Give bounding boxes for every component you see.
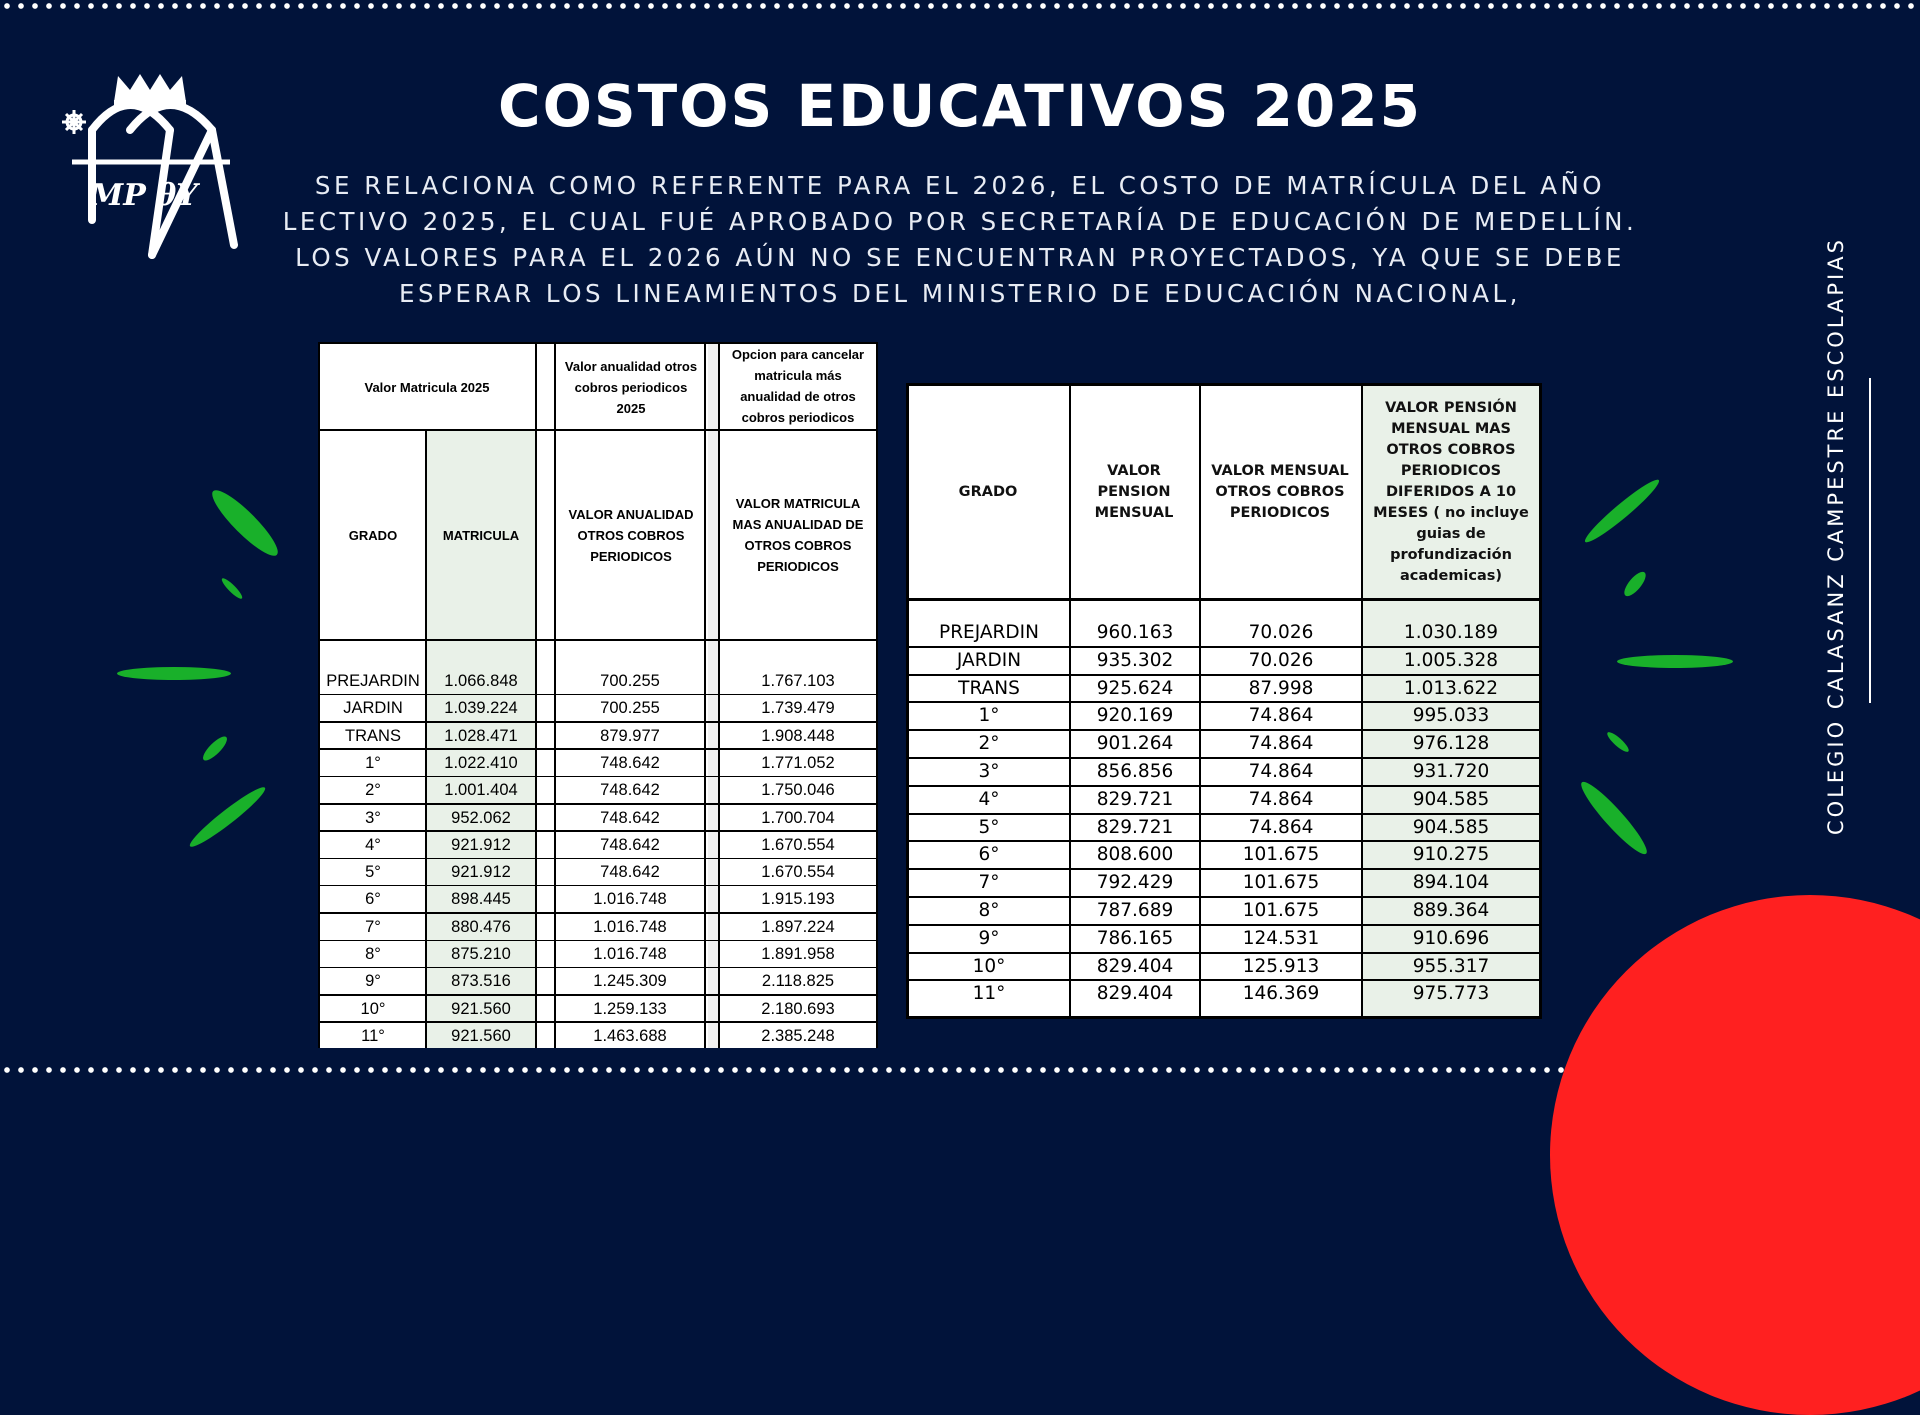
cell-pension: 960.163 — [1096, 622, 1174, 643]
cell-anualidad: 748.642 — [600, 781, 660, 800]
cell-pension: 808.600 — [1096, 844, 1174, 866]
column-header-grado: GRADO — [958, 483, 1018, 500]
cell-otros: 101.675 — [1242, 900, 1320, 921]
cell-grado: 4° — [978, 788, 1000, 810]
matricula-table — [318, 342, 878, 1048]
cell-otros: 125.913 — [1242, 955, 1320, 977]
cell-grado: 3° — [978, 761, 1000, 782]
table-border — [1361, 383, 1363, 1019]
cell-anualidad: 1.463.688 — [593, 1026, 667, 1045]
green-spark-decoration — [205, 483, 284, 562]
cell-grado: JARDIN — [343, 699, 403, 718]
cell-grado: 7° — [978, 872, 1000, 894]
cell-grado: 5° — [978, 816, 1000, 838]
cell-otros: 124.531 — [1242, 927, 1320, 949]
cell-grado: 9° — [365, 972, 381, 991]
column-header-anualidad: VALOR ANUALIDAD OTROS COBROS PERIODICOS — [568, 506, 694, 564]
cell-total: 1.915.193 — [761, 890, 835, 909]
table-border — [906, 383, 909, 1019]
cell-otros: 70.026 — [1248, 649, 1314, 671]
table-border — [876, 342, 878, 1048]
green-spark-decoration — [220, 576, 245, 601]
cell-otros: 74.864 — [1248, 705, 1314, 727]
cell-otros: 146.369 — [1242, 983, 1320, 1005]
cell-grado: 2° — [978, 733, 1000, 755]
table-border — [425, 430, 427, 1048]
cell-pension: 829.404 — [1096, 983, 1174, 1005]
header-opcion-cancelar: Opcion para cancelar matricula más anualidad de otros cobros periodicos — [731, 347, 865, 425]
table-row — [318, 940, 878, 967]
cell-matricula: 921.560 — [451, 999, 511, 1018]
cell-pension: 786.165 — [1096, 927, 1174, 949]
cell-otros: 74.864 — [1248, 761, 1314, 782]
cell-grado: 11° — [972, 983, 1006, 1005]
cell-total: 2.385.248 — [761, 1026, 835, 1045]
table-border — [318, 429, 878, 431]
cell-total: 904.585 — [1412, 816, 1490, 838]
cell-total: 1.897.224 — [761, 917, 835, 936]
table-row — [318, 776, 878, 803]
cell-total: 1.767.103 — [761, 672, 835, 690]
cell-matricula: 921.912 — [451, 863, 511, 882]
column-header-matricula: MATRICULA — [442, 527, 520, 543]
page-subtitle — [250, 168, 1670, 312]
cell-total: 1.739.479 — [761, 699, 835, 718]
table-row — [318, 831, 878, 858]
column-header-pension: VALOR PENSION MENSUAL — [1094, 462, 1174, 521]
cell-total: 910.696 — [1412, 927, 1490, 949]
cell-grado: 8° — [978, 900, 1000, 921]
cell-total: 910.275 — [1412, 844, 1490, 866]
cell-total: 1.670.554 — [761, 863, 835, 882]
cell-grado: 7° — [365, 917, 381, 936]
green-spark-decoration — [1621, 569, 1649, 600]
cell-pension: 792.429 — [1096, 872, 1174, 894]
school-logo — [62, 70, 242, 260]
table-row — [318, 885, 878, 912]
cell-anualidad: 700.255 — [600, 699, 660, 718]
cell-grado: 8° — [365, 945, 381, 963]
cell-pension: 787.689 — [1096, 900, 1174, 921]
cell-anualidad: 1.016.748 — [593, 945, 667, 963]
cell-anualidad: 1.245.309 — [593, 972, 667, 991]
cell-anualidad: 748.642 — [600, 835, 660, 854]
red-circle-decoration — [1550, 895, 1920, 1415]
table-row — [318, 1022, 878, 1049]
cell-total: 1.750.046 — [761, 781, 835, 800]
table-border — [1199, 383, 1201, 1019]
cell-grado: 4° — [365, 835, 381, 854]
cell-otros: 74.864 — [1248, 816, 1314, 838]
table-border — [906, 1016, 1542, 1019]
cell-grado: TRANS — [345, 726, 401, 745]
cell-grado: JARDIN — [956, 649, 1022, 671]
subtitle-line: LECTIVO 2025, EL CUAL FUÉ APROBADO POR SECRETARÍA DE EDUCACIÓN DE MEDELLÍN. — [282, 207, 1638, 236]
cell-matricula: 921.560 — [451, 1026, 511, 1045]
cell-total: 2.118.825 — [761, 972, 835, 991]
cell-pension: 935.302 — [1096, 649, 1174, 671]
cell-anualidad: 700.255 — [600, 672, 660, 690]
cell-total: 976.128 — [1412, 733, 1490, 755]
cell-grado: 10° — [360, 999, 386, 1018]
cell-total: 904.585 — [1412, 788, 1490, 810]
top-dotted-border — [0, 2, 1920, 10]
cell-anualidad: 879.977 — [600, 726, 660, 745]
cell-grado: PREJARDIN — [939, 622, 1039, 643]
cell-total: 1.030.189 — [1403, 622, 1499, 643]
school-name-vertical: COLEGIO CALASANZ CAMPESTRE ESCOLAPIAS — [1824, 237, 1848, 835]
table-row — [318, 913, 878, 940]
cell-grado: 9° — [978, 927, 1000, 949]
cell-anualidad: 748.642 — [600, 753, 660, 772]
green-spark-decoration — [117, 667, 231, 680]
cell-otros: 101.675 — [1242, 872, 1320, 894]
table-row — [318, 995, 878, 1022]
cell-total: 1.908.448 — [761, 726, 835, 745]
table-border — [1539, 383, 1542, 1019]
cell-grado: 6° — [365, 890, 381, 909]
cell-total: 1.013.622 — [1403, 677, 1499, 699]
cell-otros: 70.026 — [1248, 622, 1314, 643]
table-row — [318, 858, 878, 885]
cell-grado: PREJARDIN — [326, 672, 420, 690]
table-row — [318, 967, 878, 994]
cell-grado: 3° — [365, 808, 381, 827]
cell-matricula: 921.912 — [451, 835, 511, 854]
cell-matricula: 875.210 — [451, 945, 511, 963]
table-border — [318, 342, 878, 344]
cell-total: 1.891.958 — [761, 945, 835, 963]
table-border — [704, 342, 706, 1048]
vertical-divider — [1869, 378, 1871, 703]
header-valor-anualidad: Valor anualidad otros cobros periodicos 2025 — [564, 358, 698, 416]
table-border — [554, 342, 556, 1048]
cell-otros: 101.675 — [1242, 844, 1320, 866]
header-valor-matricula: Valor Matricula 2025 — [364, 379, 490, 395]
pension-table — [906, 383, 1542, 1019]
cell-pension: 829.721 — [1096, 788, 1174, 810]
cell-otros: 74.864 — [1248, 733, 1314, 755]
cell-grado: TRANS — [958, 677, 1020, 699]
subtitle-line: LOS VALORES PARA EL 2026 AÚN NO SE ENCUENTRAN PROYECTADOS, YA QUE SE DEBE — [295, 243, 1625, 272]
cell-matricula: 1.022.410 — [444, 753, 518, 772]
cell-total: 1.670.554 — [761, 835, 835, 854]
cell-matricula: 1.039.224 — [444, 699, 518, 718]
cell-total: 955.317 — [1412, 955, 1490, 977]
cell-matricula: 1.066.848 — [444, 672, 518, 690]
cell-total: 1.005.328 — [1403, 649, 1499, 671]
cell-total: 2.180.693 — [761, 999, 835, 1018]
column-header-otros: VALOR MENSUAL OTROS COBROS PERIODICOS — [1211, 462, 1349, 521]
logo-text: MP θY — [90, 178, 198, 213]
cell-pension: 829.721 — [1096, 816, 1174, 838]
cell-matricula: 873.516 — [451, 972, 511, 991]
green-spark-decoration — [186, 782, 269, 852]
cell-total: 894.104 — [1412, 872, 1490, 894]
cell-grado: 1° — [365, 753, 381, 772]
table-row — [318, 722, 878, 749]
table-row — [318, 694, 878, 721]
column-header-total: VALOR PENSIÓN MENSUAL MAS OTROS COBROS PERIODICOS DIFERIDOS A 10 MESES ( no incluye guias de profundización academicas) — [1373, 399, 1529, 584]
cell-matricula: 1.028.471 — [444, 726, 518, 745]
column-header-total: VALOR MATRICULA MAS ANUALIDAD DE OTROS COBROS PERIODICOS — [732, 496, 864, 574]
cell-otros: 87.998 — [1248, 677, 1314, 699]
subtitle-line: ESPERAR LOS LINEAMIENTOS DEL MINISTERIO DE EDUCACIÓN NACIONAL, — [399, 279, 1521, 308]
cell-total: 995.033 — [1412, 705, 1490, 727]
cell-pension: 920.169 — [1096, 705, 1174, 727]
cell-grado: 11° — [361, 1026, 385, 1045]
green-spark-decoration — [1575, 776, 1653, 859]
cell-total: 889.364 — [1412, 900, 1490, 921]
column-header-grado: GRADO — [348, 527, 398, 543]
cell-matricula: 952.062 — [451, 808, 511, 827]
cell-grado: 5° — [365, 863, 381, 882]
cell-matricula: 898.445 — [451, 890, 511, 909]
cell-total: 975.773 — [1412, 983, 1490, 1005]
table-row — [318, 804, 878, 831]
green-spark-decoration — [1605, 730, 1631, 755]
table-border — [318, 342, 320, 1048]
page-title: COSTOS EDUCATIVOS 2025 — [498, 72, 1422, 140]
cell-total: 1.771.052 — [761, 753, 835, 772]
cell-pension: 856.856 — [1096, 761, 1174, 782]
cell-pension: 901.264 — [1096, 733, 1174, 755]
cell-pension: 925.624 — [1096, 677, 1174, 699]
cell-grado: 2° — [365, 781, 381, 800]
cell-grado: 6° — [978, 844, 1000, 866]
table-border — [318, 639, 878, 641]
cell-total: 1.700.704 — [761, 808, 835, 827]
cell-anualidad: 1.259.133 — [593, 999, 667, 1018]
table-border — [906, 598, 1542, 601]
cell-grado: 10° — [972, 955, 1006, 977]
table-border — [1069, 383, 1071, 1019]
cell-anualidad: 748.642 — [600, 863, 660, 882]
cell-grado: 1° — [978, 705, 1000, 727]
subtitle-line: SE RELACIONA COMO REFERENTE PARA EL 2026, EL COSTO DE MATRÍCULA DEL AÑO — [314, 171, 1606, 200]
table-border — [535, 342, 537, 1048]
table-border — [718, 342, 720, 1048]
green-spark-decoration — [1581, 475, 1664, 547]
table-border — [906, 383, 1542, 386]
cell-anualidad: 1.016.748 — [593, 890, 667, 909]
cell-total: 931.720 — [1412, 761, 1490, 782]
table-row — [318, 667, 878, 694]
cell-otros: 74.864 — [1248, 788, 1314, 810]
cell-matricula: 880.476 — [451, 917, 511, 936]
table-row — [318, 749, 878, 776]
cell-matricula: 1.001.404 — [444, 781, 518, 800]
green-spark-decoration — [1617, 655, 1733, 668]
cell-anualidad: 1.016.748 — [593, 917, 667, 936]
cell-pension: 829.404 — [1096, 955, 1174, 977]
cell-anualidad: 748.642 — [600, 808, 660, 827]
green-spark-decoration — [200, 733, 230, 763]
